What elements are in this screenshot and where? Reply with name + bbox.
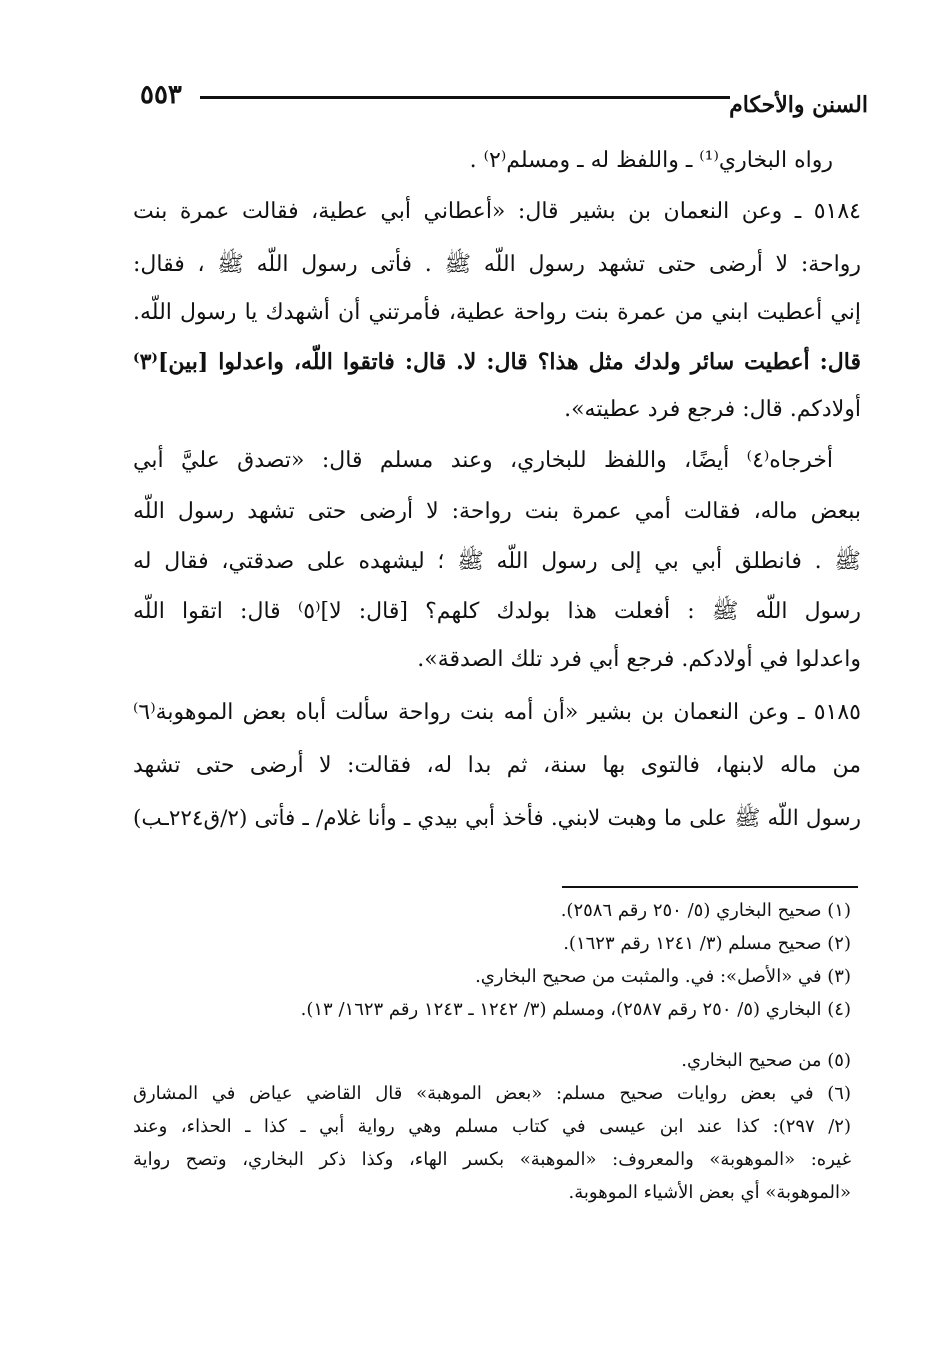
- body-line-13: من ماله لابنها، فالتوى بها سنة، ثم بدا له، فقالت: لا أرضى حتى تشهد: [133, 753, 861, 778]
- hadith-5185-line-1: ٥١٨٥ ـ وعن النعمان بن بشير «أن أمه بنت رواحة سألت أباه بعض الموهوبة⁽٦⁾: [133, 700, 861, 725]
- footnote-4: (٤) البخاري (٥/ ٢٥٠ رقم ٢٥٨٧)، ومسلم (٣/ ١٢٤٢ ـ ١٢٤٣ رقم ١٦٢٣/ ١٣).: [300, 999, 851, 1020]
- footnote-6-cont-1: (٢/ ٢٩٧): كذا عند ابن عيسى في كتاب مسلم وهي رواية أبي ـ كذا ـ الحذاء، وعند: [133, 1116, 851, 1137]
- footnote-3: (٣) في «الأصل»: في. والمثبت من صحيح البخاري.: [475, 966, 851, 987]
- header-rule: [200, 96, 730, 99]
- footnote-6-cont-2: غيره: «الموهوبة» والمعروف: «الموهبة» بكسر الهاء، وكذا ذكر البخاري، وتصح رواية: [133, 1149, 851, 1170]
- body-line-9: ﷺ . فانطلق أبي بي إلى رسول اللّه ﷺ ؛ ليشهده على صدقتي، فقال له: [133, 549, 861, 574]
- header-title: السنن والأحكام: [729, 92, 868, 118]
- footnote-5: (٥) من صحيح البخاري.: [681, 1050, 851, 1071]
- body-line-10: رسول اللّه ﷺ : أفعلت هذا بولدك كلهم؟ [قال: لا]⁽٥⁾ قال: اتقوا اللّه: [133, 599, 862, 624]
- body-line-14: رسول اللّه ﷺ على ما وهبت لابني. فأخذ أبي بيدي ـ وأنا غلام/ ـ فأتى (٢/ق٢٢٤ـب): [133, 806, 861, 831]
- body-line-11: واعدلوا في أولادكم. فرجع أبي فرد تلك الصدقة».: [417, 647, 861, 672]
- hadith-5184-line-1: ٥١٨٤ ـ وعن النعمان بن بشير قال: «أعطاني أبي عطية، فقالت عمرة بنت: [133, 199, 861, 224]
- footnote-6: (٦) في بعض روايات صحيح مسلم: «بعض الموهبة» قال القاضي عياض في المشارق: [133, 1083, 851, 1104]
- body-line-1: رواه البخاري⁽¹⁾ ـ واللفظ له ـ ومسلم⁽٢⁾ .: [469, 148, 833, 173]
- footnote-6-cont-3: «الموهوبة» أي بعض الأشياء الموهوبة.: [568, 1182, 851, 1203]
- footnote-rule: [562, 886, 858, 888]
- running-header: [140, 82, 868, 122]
- body-line-7: أخرجاه⁽٤⁾ أيضًا، واللفظ للبخاري، وعند مسلم قال: «تصدق عليَّ أبي: [133, 448, 833, 473]
- page-number: ٥٥٣: [140, 80, 182, 110]
- footnote-2: (٢) صحيح مسلم (٣/ ١٢٤١ رقم ١٦٢٣).: [563, 933, 851, 954]
- body-line-5: قال: أعطيت سائر ولدك مثل هذا؟ قال: لا. قال: فاتقوا اللّه، واعدلوا [بين]⁽٣⁾: [133, 349, 861, 375]
- body-line-8: ببعض ماله، فقالت أمي عمرة بنت رواحة: لا أرضى حتى تشهد رسول اللّه: [133, 499, 861, 524]
- body-line-4: إني أعطيت ابني من عمرة بنت رواحة عطية، فأمرتني أن أشهدك يا رسول اللّه.: [133, 300, 861, 325]
- body-line-6: أولادكم. قال: فرجع فرد عطيته».: [564, 397, 861, 422]
- footnote-1: (١) صحيح البخاري (٥/ ٢٥٠ رقم ٢٥٨٦).: [560, 900, 851, 921]
- body-line-3: رواحة: لا أرضى حتى تشهد رسول اللّه ﷺ . فأتى رسول اللّه ﷺ ، فقال:: [133, 252, 861, 277]
